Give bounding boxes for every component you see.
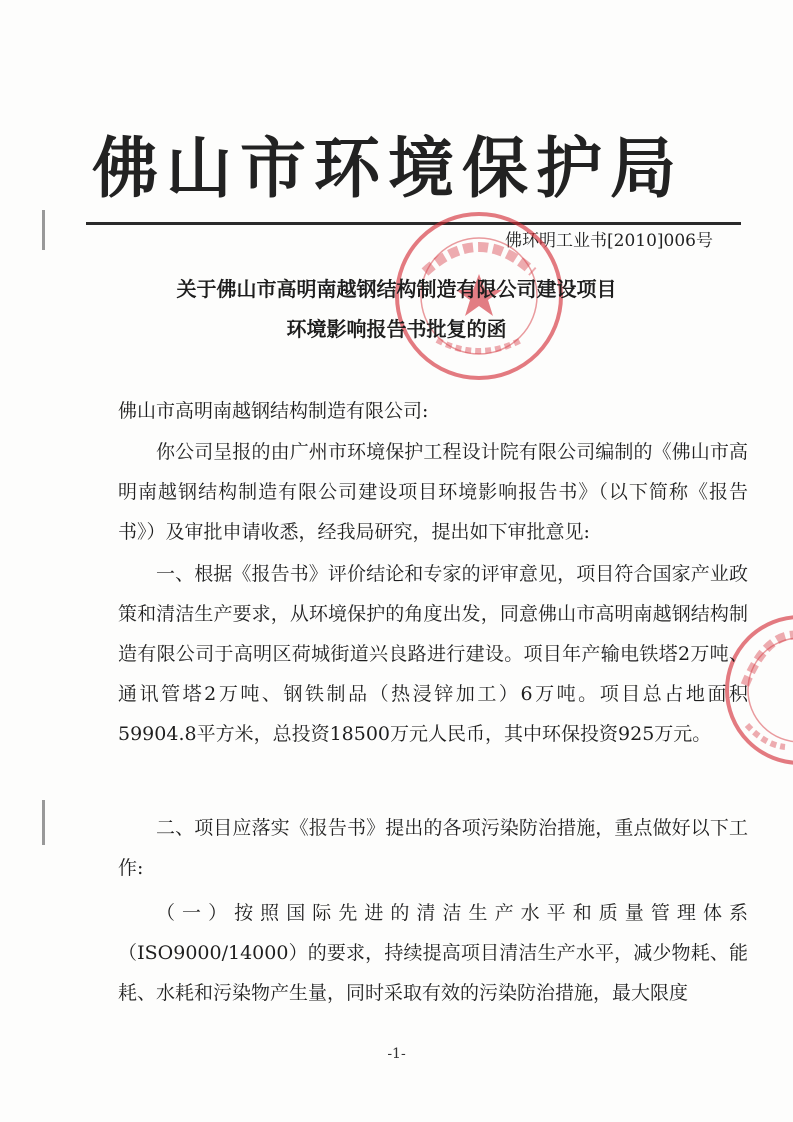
scan-mark [42,210,45,250]
paragraph-text: 你公司呈报的由广州市环境保护工程设计院有限公司编制的《佛山市高明南越钢结构制造有限公司建设项目环境影响报告书》（以下简称《报告书》）及审批申请收悉，经我局研究，提出如下审批意见: [118,441,748,543]
body-paragraph-3 [118,808,748,888]
paragraph-text: （一）按照国际先进的清洁生产水平和质量管理体系（ISO9000/14000）的要求，持续提高项目清洁生产水平，减少物耗、能耗、水耗和污染物产生量，同时采取有效的污染防治措施，最大限度 [118,902,748,1004]
scan-mark [42,800,45,845]
addressee: 佛山市高明南越钢结构制造有限公司: [118,400,429,422]
page-number: -1- [387,1046,406,1062]
document-heading-line-2: 环境影响报告书批复的函 [286,317,507,341]
body-paragraph-4 [118,893,748,1013]
document-heading-line-1: 关于佛山市高明南越钢结构制造有限公司建设项目 [176,277,617,301]
paragraph-text: 一、根据《报告书》评价结论和专家的评审意见，项目符合国家产业政策和清洁生产要求，从环境保护的角度出发，同意佛山市高明南越钢结构制造有限公司于高明区荷城街道兴良路进行建设。项目年产输电铁塔2万吨、通讯管塔2万吨、钢铁制品（热浸锌加工）6万吨。项目总占地面积59904.8平方米，总投资18500万元人民币，其中环保投资925万元。 [118,563,748,745]
agency-title: 佛山市环境保护局 [92,129,684,207]
body-paragraph-2 [118,554,748,754]
paragraph-text: 二、项目应落实《报告书》提出的各项污染防治措施，重点做好以下工作: [118,817,748,879]
body-paragraph-1 [118,432,748,552]
document-number: 佛环明工业书[2010]006号 [505,231,713,251]
